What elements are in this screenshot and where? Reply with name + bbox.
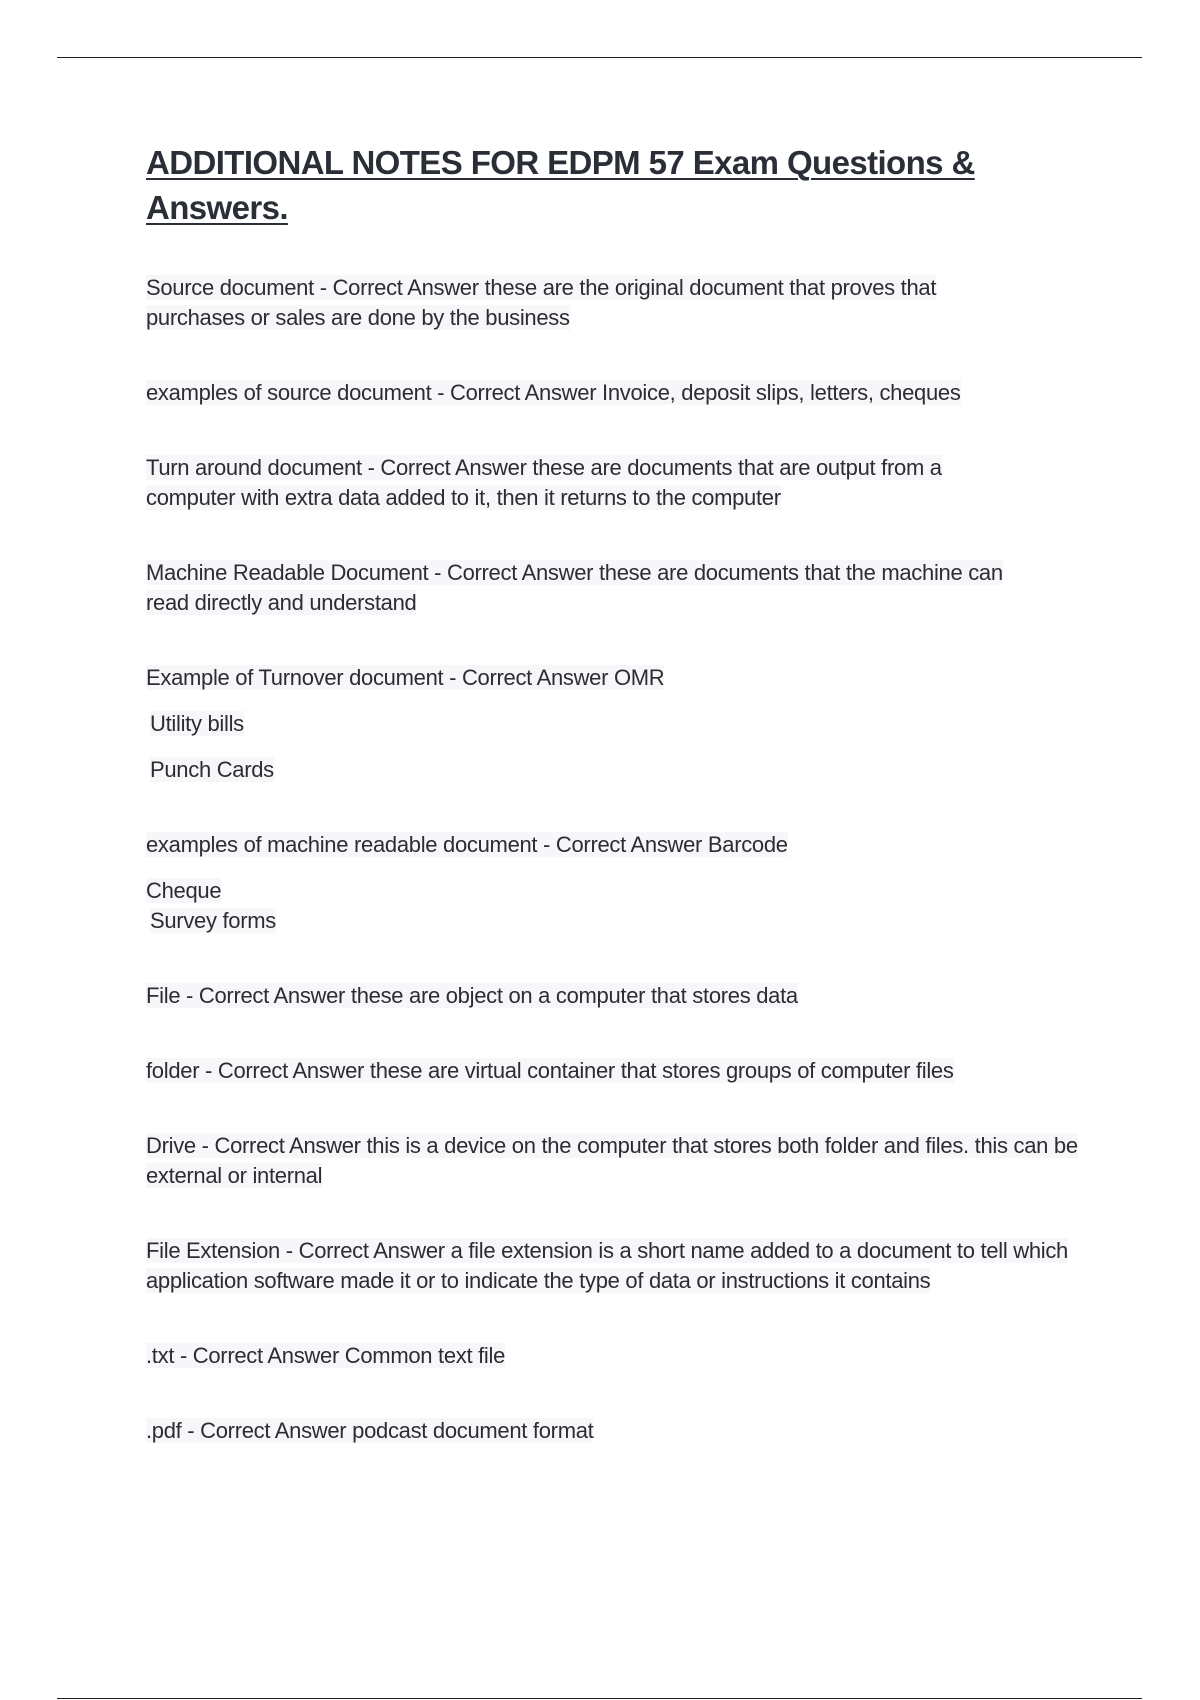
- qa-text: Drive - Correct Answer this is a device on the computer that stores both folder and files. this can be external or internal: [146, 1133, 1078, 1188]
- qa-entry: [146, 1236, 1096, 1296]
- qa-extra-line: Punch Cards: [150, 757, 274, 782]
- qa-text: .txt - Correct Answer Common text file: [146, 1343, 506, 1368]
- qa-text: .pdf - Correct Answer podcast document format: [146, 1418, 594, 1443]
- qa-text: File - Correct Answer these are object on a computer that stores data: [146, 983, 798, 1008]
- bottom-rule: [57, 1698, 1142, 1699]
- qa-list: [146, 273, 1096, 1446]
- qa-text: Turn around document - Correct Answer these are documents that are output from a computer with extra data added to it, then it returns to the computer: [146, 455, 942, 510]
- qa-entry: [146, 378, 1096, 408]
- page-title: ADDITIONAL NOTES FOR EDPM 57 Exam Questions & Answers.: [146, 144, 975, 226]
- top-rule: [57, 57, 1142, 58]
- qa-entry: [146, 981, 1096, 1011]
- qa-entry: [146, 1056, 1096, 1086]
- qa-extra-line: Utility bills: [150, 711, 244, 736]
- qa-entry: [146, 830, 1096, 936]
- qa-text: Machine Readable Document - Correct Answer these are documents that the machine can read directly and understand: [146, 560, 1003, 615]
- qa-text: folder - Correct Answer these are virtual container that stores groups of computer files: [146, 1058, 954, 1083]
- qa-entry: [146, 663, 1096, 785]
- qa-text: File Extension - Correct Answer a file extension is a short name added to a document to tell which application software made it or to indicate the type of data or instructions it contains: [146, 1238, 1068, 1293]
- document-body: [146, 140, 1096, 1491]
- qa-entry: [146, 558, 1046, 618]
- qa-text: Source document - Correct Answer these are the original document that proves that purchases or sales are done by the business: [146, 275, 937, 330]
- qa-text: examples of source document - Correct Answer Invoice, deposit slips, letters, cheques: [146, 380, 961, 405]
- qa-entry: [146, 1416, 1096, 1446]
- qa-text: Example of Turnover document - Correct Answer OMR: [146, 665, 665, 690]
- qa-text: examples of machine readable document - Correct Answer Barcode: [146, 832, 788, 857]
- qa-entry: [146, 453, 1026, 513]
- qa-extra-line: Survey forms: [150, 908, 276, 933]
- qa-entry: [146, 1341, 1096, 1371]
- qa-entry: [146, 273, 1026, 333]
- qa-extra-line: Cheque: [146, 878, 222, 903]
- qa-entry: [146, 1131, 1096, 1191]
